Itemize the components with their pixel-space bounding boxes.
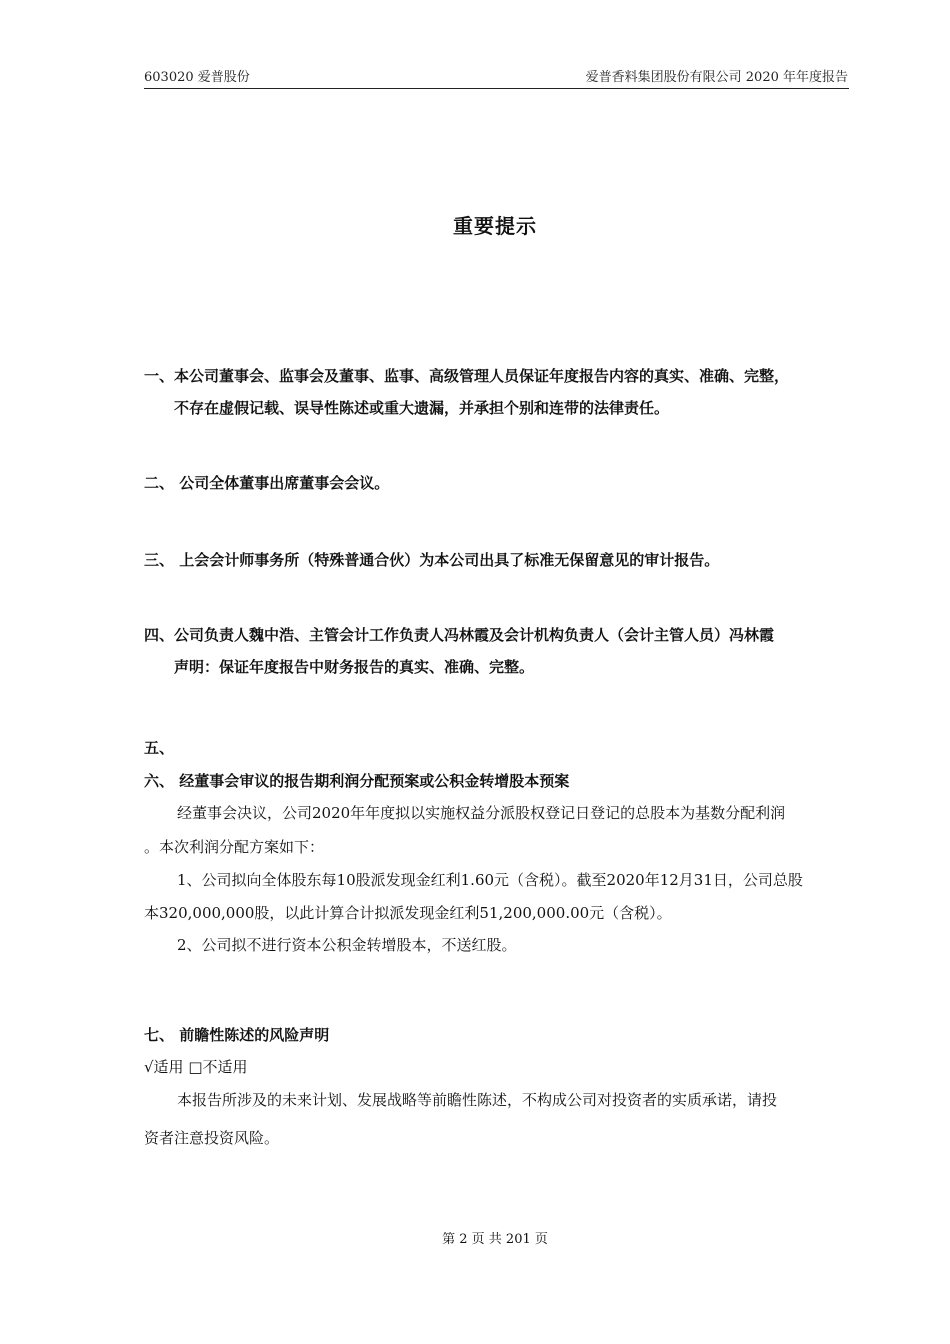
item7-heading: 七、 前瞻性陈述的风险声明 bbox=[144, 1026, 330, 1044]
item6-paragraph2-line2: 本320,000,000股，以此计算合计拟派发现金红利51,200,000.00元（含税）。 bbox=[144, 904, 672, 922]
item7-paragraph-line2: 资者注意投资风险。 bbox=[144, 1129, 280, 1147]
item1-line1: 一、本公司董事会、监事会及董事、监事、高级管理人员保证年度报告内容的真实、准确、完整， bbox=[144, 367, 790, 385]
item5: 五、 bbox=[144, 739, 175, 757]
item1-line2: 不存在虚假记载、误导性陈述或重大遗漏，并承担个别和连带的法律责任。 bbox=[174, 399, 670, 417]
item4-line1: 四、公司负责人魏中浩、主管会计工作负责人冯林霞及会计机构负责人（会计主管人员）冯林霞 bbox=[144, 626, 775, 644]
header-divider bbox=[144, 88, 849, 89]
page-footer: 第 2 页 共 201 页 bbox=[442, 1232, 548, 1247]
item6-paragraph3: 2、公司拟不进行资本公积金转增股本，不送红股。 bbox=[177, 936, 517, 954]
item3: 三、 上会会计师事务所（特殊普通合伙）为本公司出具了标准无保留意见的审计报告。 bbox=[144, 551, 720, 569]
item7-paragraph-line1: 本报告所涉及的未来计划、发展战略等前瞻性陈述，不构成公司对投资者的实质承诺，请投 bbox=[177, 1091, 778, 1109]
page-title: 重要提示 bbox=[453, 214, 537, 238]
header-report-title: 爱普香料集团股份有限公司 2020 年年度报告 bbox=[585, 70, 848, 85]
item7-applicability: √适用 □不适用 bbox=[144, 1058, 248, 1076]
item6-paragraph1-line2: 。本次利润分配方案如下： bbox=[144, 838, 325, 856]
item4-line2: 声明：保证年度报告中财务报告的真实、准确、完整。 bbox=[174, 658, 535, 676]
item2: 二、 公司全体董事出席董事会会议。 bbox=[144, 474, 390, 492]
header-stock-code: 603020 爱普股份 bbox=[144, 70, 250, 85]
item6-paragraph1-line1: 经董事会决议，公司2020年年度拟以实施权益分派股权登记日登记的总股本为基数分配利润 bbox=[177, 804, 786, 822]
item6-heading: 六、 经董事会审议的报告期利润分配预案或公积金转增股本预案 bbox=[144, 772, 570, 790]
item6-paragraph2-line1: 1、公司拟向全体股东每10股派发现金红利1.60元（含税）。截至2020年12月31日，公司总股 bbox=[177, 871, 803, 889]
